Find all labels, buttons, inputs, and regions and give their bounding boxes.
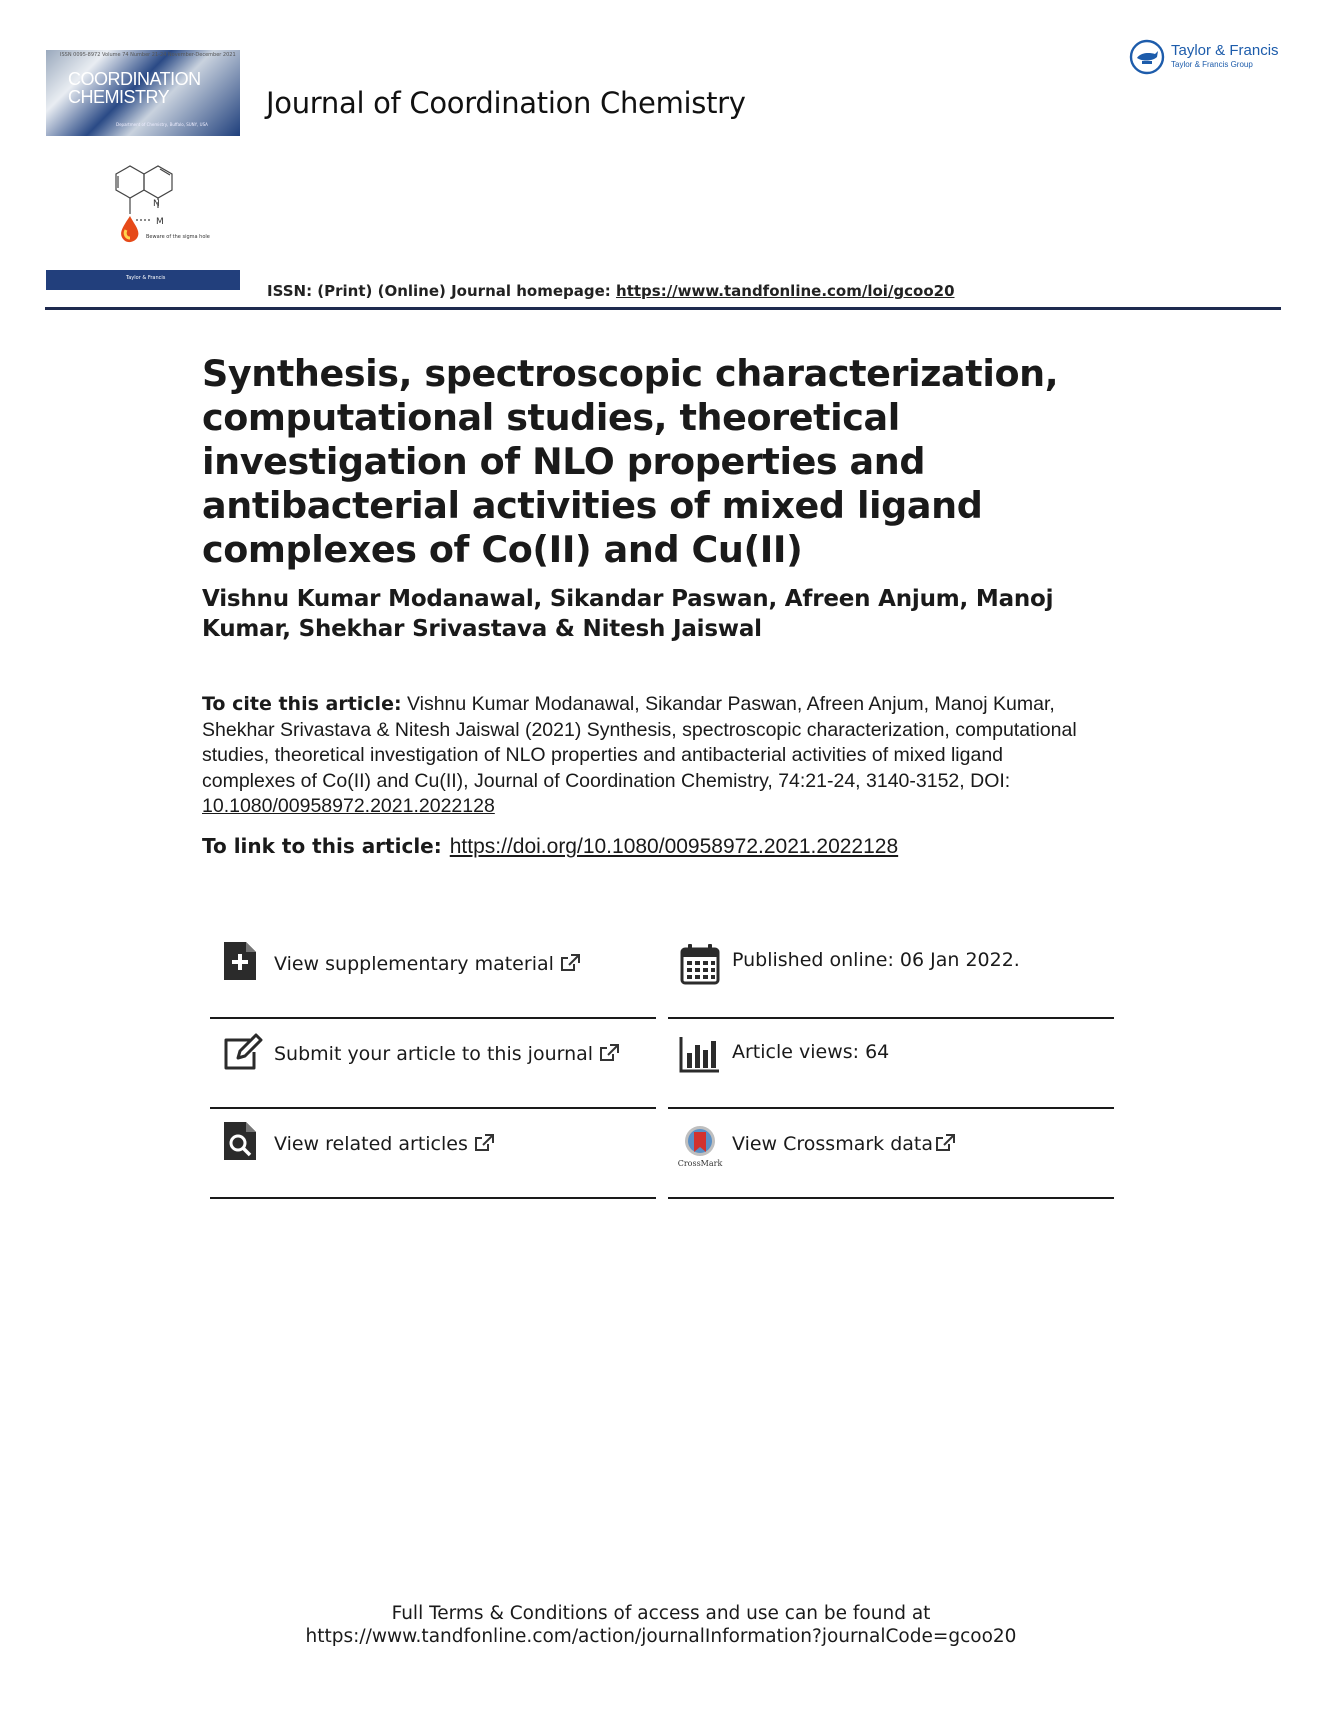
article-title: Synthesis, spectroscopic characterization, computational studies, theoretical investigation of NLO properties and antibacterial activities of mixed ligand complexes of Co(II) and Cu(II): [202, 352, 1059, 571]
file-plus-icon: [220, 940, 264, 984]
cite-text: Vishnu Kumar Modanawal, Sikandar Paswan, Afreen Anjum, Manoj Kumar, Shekhar Srivastava & Nitesh Jaiswal (2021) Synthesis, spectroscopic characterization, computational studies, theoretical investigation of NLO properties and antibacterial activities of mixed ligand complexes of Co(II) and Cu(II), Journal of Coordination Chemistry, 74:21-24, 3140-3152, DOI:: [202, 693, 1077, 792]
submit-label: Submit your article to this journal: [274, 1043, 594, 1065]
mol-caption: Beware of the sigma hole: [146, 234, 210, 240]
article-authors: Vishnu Kumar Modanawal, Sikandar Paswan, Afreen Anjum, Manoj Kumar, Shekhar Srivastava & Nitesh Jaiswal: [202, 586, 1054, 642]
tf-lamp-icon: [1128, 38, 1166, 76]
article-views-item: [668, 1019, 1114, 1109]
cover-issn-text: ISSN 0095-8972 Volume 74 Number 21-24 November-December 2021: [60, 52, 236, 58]
related-label-row: [274, 1133, 494, 1155]
cell-divider: [210, 1197, 656, 1199]
related-articles-item[interactable]: [210, 1109, 656, 1199]
external-link-icon: [474, 1134, 494, 1152]
crossmark-caption: CrossMark: [677, 1159, 723, 1168]
header-divider: [45, 307, 1281, 310]
crossmark-label-row: [732, 1133, 955, 1155]
link-label: To link to this article:: [202, 834, 442, 858]
external-link-icon: [599, 1044, 619, 1062]
bar-chart-icon: [678, 1033, 722, 1077]
footer-terms-url[interactable]: https://www.tandfonline.com/action/journalInformation?journalCode=gcoo20: [305, 1626, 1017, 1647]
crossmark-label: View Crossmark data: [732, 1133, 934, 1155]
journal-cover-image: [46, 50, 240, 292]
published-online-text: Published online: 06 Jan 2022.: [732, 949, 1020, 971]
cover-publisher-strip: [46, 270, 240, 290]
cite-doi-link[interactable]: 10.1080/00958972.2021.2022128: [202, 795, 495, 817]
publisher-name: Taylor & Francis: [1171, 42, 1279, 59]
cell-divider: [668, 1197, 1114, 1199]
issn-line: [267, 282, 955, 300]
cite-label: To cite this article:: [202, 693, 402, 715]
crossmark-item[interactable]: [668, 1109, 1114, 1199]
footer-line-1: Full Terms & Conditions of access and use can be found at: [391, 1603, 931, 1624]
cover-publisher-text: Taylor & Francis: [126, 275, 166, 281]
published-online-item: [668, 929, 1114, 1019]
mol-m-label: M: [156, 217, 164, 227]
edit-icon: [220, 1030, 264, 1074]
cover-title: COORDINATION CHEMISTRY: [68, 69, 201, 107]
external-link-icon: [560, 954, 580, 972]
publisher-group: Taylor & Francis Group: [1171, 60, 1253, 69]
submit-article-item[interactable]: [210, 1019, 656, 1109]
article-link-line: [202, 834, 898, 859]
cover-editor-text: Department of Chemistry, Buffalo, SUNY, USA: [116, 122, 208, 127]
mol-n-label: N: [153, 199, 160, 209]
issn-prefix: ISSN: (Print) (Online) Journal homepage:: [267, 282, 617, 300]
crossmark-icon: [678, 1124, 722, 1168]
article-views-text: Article views: 64: [732, 1041, 890, 1063]
supplementary-label: View supplementary material: [274, 953, 554, 975]
submit-label-row: [274, 1043, 619, 1065]
cover-banner: [46, 50, 240, 136]
journal-title: Journal of Coordination Chemistry: [266, 86, 746, 120]
terms-footer: [0, 1602, 1322, 1648]
citation-block: [202, 692, 1092, 820]
external-link-icon: [935, 1134, 955, 1152]
related-label: View related articles: [274, 1133, 468, 1155]
supplementary-material-item[interactable]: [210, 929, 656, 1019]
document-search-icon: [220, 1120, 264, 1164]
journal-homepage-link[interactable]: https://www.tandfonline.com/loi/gcoo20: [616, 282, 955, 300]
supplementary-label-row: [274, 953, 580, 975]
molecule-illustration: [96, 158, 210, 254]
publisher-logo: [1128, 38, 1288, 78]
calendar-icon: [678, 943, 722, 987]
article-doi-link[interactable]: https://doi.org/10.1080/00958972.2021.2022128: [449, 835, 899, 858]
